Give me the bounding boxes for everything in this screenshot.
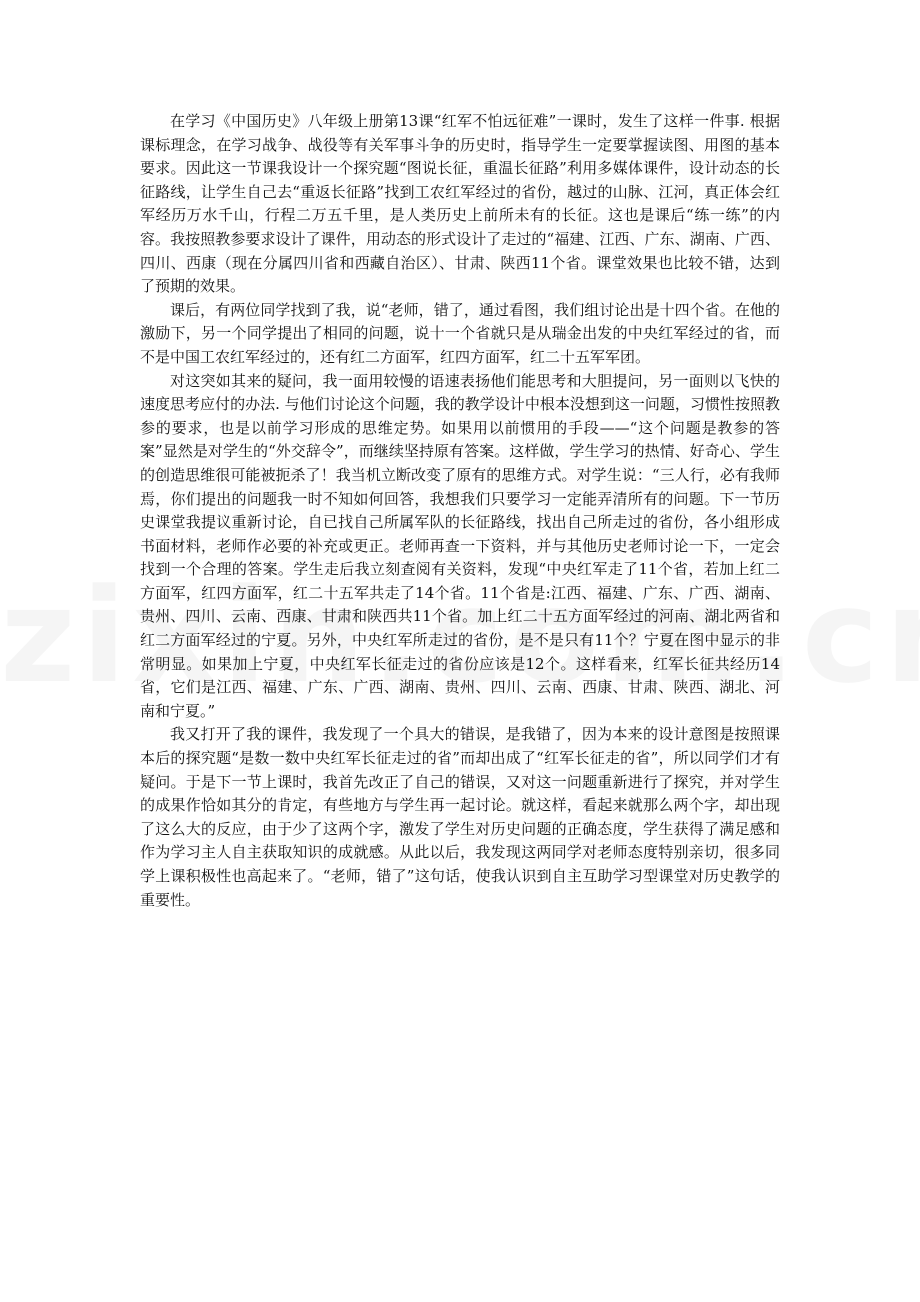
paragraph-4: 我又打开了我的课件，我发现了一个具大的错误，是我错了，因为本来的设计意图是按照课本后的探究题“是数一数中央红军长征走过的省”而却出成了“红军长征走的省”，所以同学们才有疑问。于是下一节上课时，我首先改正了自己的错误，又对这一问题重新进行了探究，并对学生的成果作恰如其分的肯定，有些地方与学生再一起讨论。就这样，看起来就那么两个字，却出现了这么大的反应，由于少了这两个字，激发了学生对历史问题的正确态度，学生获得了满足感和作为学习主人自主获取知识的成就感。从此以后，我发现这两同学对老师态度特别亲切，很多同学上课积极性也高起来了。“老师，错了”这句话，使我认识到自主互助学习型课堂对历史教学的重要性。 xyxy=(140,725,780,909)
paragraph-1: 在学习《中国历史》八年级上册第13课“红军不怕远征难”一课时，发生了这样一件事. 根据课标理念，在学习战争、战役等有关军事斗争的历史时，指导学生一定要掌握读图、用图的基本要求。因此这一节课我设计一个探究题“图说长征，重温长征路”利用多媒体课件，设计动态的长征路线，让学生自己去“重返长征路”找到工农红军经过的省份，越过的山脉、江河，真正体会红军经历万水千山，行程二万五千里，是人类历史上前所未有的长征。这也是课后“练一练”的内容。我按照教参要求设计了课件，用动态的形式设计了走过的“福建、江西、广东、湖南、广西、四川、西康（现在分属四川省和西藏自治区）、甘肃、陕西11个省。课堂效果也比较不错，达到了预期的效果。 xyxy=(140,112,780,296)
paragraph-3: 对这突如其来的疑问，我一面用较慢的语速表扬他们能思考和大胆提问，另一面则以飞快的速度思考应付的办法. 与他们讨论这个问题，我的教学设计中根本没想到这一问题，习惯性按照教参的要求，也是以前学习形成的思维定势。如果用以前惯用的手段——“这个问题是教参的答案”显然是对学生的“外交辞令”，而继续坚持原有答案。这样做，学生学习的热情、好奇心、学生的创造思维很可能被扼杀了！我当机立断改变了原有的思维方式。对学生说：“三人行，必有我师焉，你们提出的问题我一时不知如何回答，我想我们只要学习一定能弄清所有的问题。下一节历史课堂我提议重新讨论，自已找自己所属军队的长征路线，找出自己所走过的省份，各小组形成书面材料，老师作必要的补充或更正。老师再查一下资料，并与其他历史老师讨论一下，一定会找到一个合理的答案。学生走后我立刻查阅有关资料，发现“中央红军走了11个省，若加上红二方面军，红四方面军，红二十五军共走了14个省。11个省是:江西、福建、广东、广西、湖南、贵州、四川、云南、西康、甘肃和陕西共11个省。加上红二十五方面军经过的河南、湖北两省和红二方面军经过的宁夏。另外，中央红军所走过的省份，是不是只有11个？宁夏在图中显示的非常明显。如果加上宁夏，中央红军长征走过的省份应该是12个。这样看来，红军长征共经历14省，它们是江西、福建、广东、广西、湖南、贵州、四川、云南、西康、甘肃、陕西、湖北、河南和宁夏。” xyxy=(140,371,780,720)
document-body xyxy=(140,110,780,912)
paragraph-2: 课后，有两位同学找到了我，说“老师，错了，通过看图，我们组讨论出是十四个省。在他的激励下，另一个同学提出了相同的问题，说十一个省就只是从瑞金出发的中央红军经过的省，而不是中国工农红军经过的，还有红二方面军，红四方面军，红二十五军军团。 xyxy=(140,300,780,366)
